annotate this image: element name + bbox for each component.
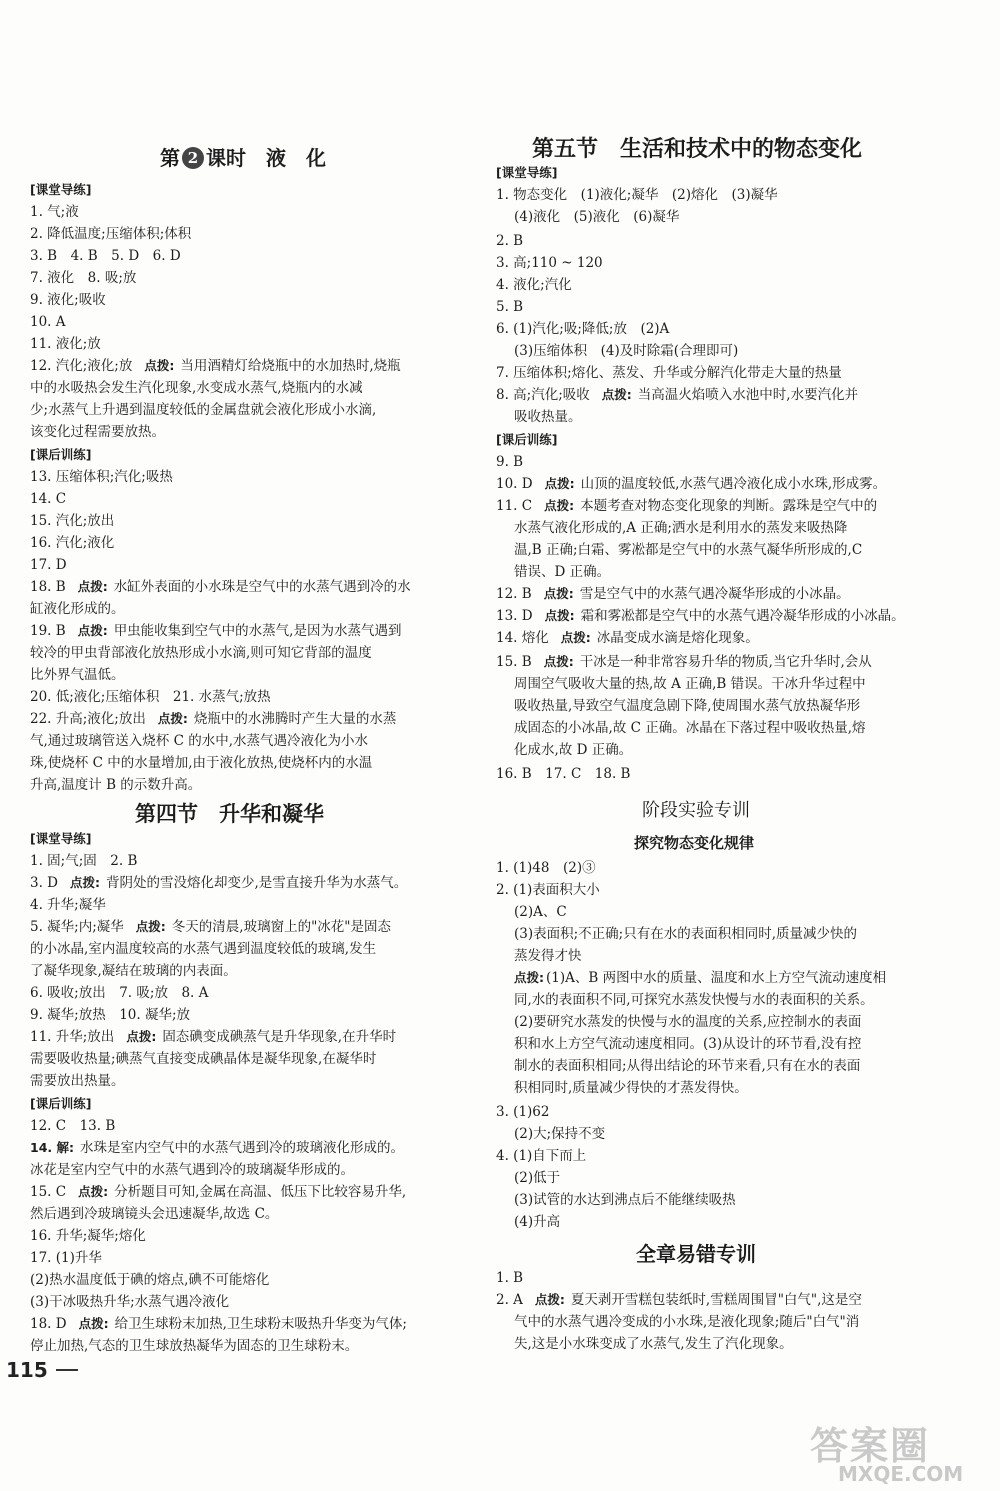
answer-line: 1. B [496, 1270, 524, 1286]
answer-line: (2)热水温度低于碘的熔点,碘不可能熔化 [30, 1272, 270, 1288]
tip-text: 山顶的温度较低,水蒸气遇冷液化成小水珠,形成雾。 [580, 476, 887, 492]
answer-line [496, 606, 905, 626]
tip-label: 点拨: [157, 711, 188, 726]
answer-line: 20. 低;液化;压缩体积 21. 水蒸气;放热 [30, 689, 271, 705]
tip-label: 点拨: [534, 1292, 565, 1307]
answer-line [496, 584, 850, 604]
answer-line: 的小冰晶,室内温度较高的水蒸气遇到温度较低的玻璃,发生 [30, 941, 377, 957]
answer-line: 制水的表面积相同;从得出结论的环节来看,只有在水的表面 [514, 1058, 861, 1074]
tip-label: 点拨: [543, 586, 574, 601]
answer-text: 5. 凝华;内;凝华 [30, 919, 124, 935]
answer-line [30, 1138, 404, 1158]
answer-text: 8. 高;汽化;吸收 [496, 387, 590, 403]
answer-line: 中的水吸热会发生汽化现象,水变成水蒸气,烧瓶内的水减 [30, 380, 363, 396]
title-suffix: 课时 液 化 [206, 146, 326, 170]
lesson-number-badge: 2 [182, 147, 204, 169]
answer-line: 9. B [496, 454, 524, 470]
answer-line: 4. 升华;凝华 [30, 897, 106, 913]
answer-line: (4)液化 (5)液化 (6)凝华 [514, 209, 680, 225]
answer-text: 13. D [496, 608, 533, 624]
solution-label: 14. 解: [30, 1140, 74, 1155]
answer-line [30, 709, 396, 729]
section-heading: [ 课后训练 ] [496, 431, 557, 449]
tip-label: 点拨: [70, 875, 100, 890]
tip-text: 本题考查对物态变化现象的判断。露珠是空气中的 [580, 498, 878, 514]
answer-line: 3. (1)62 [496, 1104, 550, 1120]
answer-text: 3. D [30, 875, 58, 891]
answer-line: 16. 汽化;液化 [30, 535, 115, 551]
answer-line [30, 1027, 396, 1047]
answer-line: 11. 液化;放 [30, 336, 101, 352]
answer-line: 气中的水蒸气遇冷变成的小水珠,是液化现象;随后"白气"消 [514, 1314, 860, 1330]
answer-line: (3)表面积;不正确;只有在水的表面积相同时,质量减少快的 [514, 926, 858, 942]
answer-line: 7. 液化 8. 吸;放 [30, 270, 137, 286]
answer-line: 周围空气吸收大量的热,故 A 正确,B 错误。干冰升华过程中 [514, 676, 866, 692]
section-title-everyday-phase-change: 第五节 生活和技术中的物态变化 [532, 136, 863, 162]
answer-line: (3)压缩体积 (4)及时除霜(合理即可) [514, 343, 739, 359]
answer-text: 15. B [496, 654, 532, 670]
answer-line: 水蒸气液化形成的,A 正确;洒水是利用水的蒸发来吸热降 [514, 520, 848, 536]
answer-line: 需要放出热量。 [30, 1073, 125, 1089]
answer-text: 水珠是室内空气中的水蒸气遇到冷的玻璃液化形成的。 [80, 1140, 404, 1156]
tip-label: 点拨: [543, 654, 574, 669]
tip-label: 点拨: [126, 1029, 157, 1044]
answer-line: 15. 汽化;放出 [30, 513, 115, 529]
answer-line: 该变化过程需要放热。 [30, 424, 165, 440]
tip-label: 点拨: [77, 579, 108, 594]
answer-text: 18. B [30, 579, 66, 595]
tip-label: 点拨: [544, 608, 575, 623]
tip-text: 水缸外表面的小水珠是空气中的水蒸气遇到冷的水 [113, 579, 411, 595]
answer-line: 2. 降低温度;压缩体积;体积 [30, 226, 192, 242]
answer-line: 吸收热量。 [514, 409, 582, 425]
answer-line [30, 577, 411, 597]
tip-text: 冬天的清晨,玻璃窗上的"冰花"是固态 [171, 919, 391, 935]
section-heading: [ 课后训练 ] [30, 446, 91, 464]
answer-text: 12. B [496, 586, 532, 602]
answer-line: 比外界气温低。 [30, 667, 125, 683]
answer-line: 成固态的小冰晶,故 C 正确。冰晶在下落过程中吸收热量,熔 [514, 720, 866, 736]
answer-line: 4. 液化;汽化 [496, 277, 572, 293]
answer-line: 气,通过玻璃管送入烧杯 C 的水中,水蒸气遇冷液化为小水 [30, 733, 368, 749]
tip-label: 点拨: [560, 630, 591, 645]
tip-text: 固态碘变成碘蒸气是升华现象,在升华时 [162, 1029, 397, 1045]
answer-line: 14. C [30, 491, 67, 507]
answer-text: 10. D [496, 476, 533, 492]
tip-text: 雪是空气中的水蒸气遇冷凝华形成的小冰晶。 [579, 586, 850, 602]
answer-line [496, 652, 872, 672]
answer-line: 1. 气;液 [30, 204, 79, 220]
answer-line: 然后遇到冷玻璃镜头会迅速凝华,故选 C。 [30, 1206, 279, 1222]
watermark-url: MXQE.COM [838, 1462, 964, 1486]
answer-line: 13. 压缩体积;汽化;吸热 [30, 469, 173, 485]
answer-line: 1. 物态变化 (1)液化;凝华 (2)熔化 (3)凝华 [496, 187, 778, 203]
tip-text: 当高温火焰喷入水池中时,水要汽化并 [637, 387, 859, 403]
answer-text: 22. 升高;液化;放出 [30, 711, 146, 727]
page-number: 115 [6, 1358, 78, 1382]
stage-experiment-title: 阶段实验专训 [642, 800, 750, 821]
answer-line: 3. 高;110 ~ 120 [496, 255, 603, 271]
answer-line [496, 385, 858, 405]
answer-line: 16. B 17. C 18. B [496, 766, 631, 782]
tip-label: 点拨: [601, 387, 632, 402]
answer-line [30, 1182, 406, 1202]
answer-line: 缸液化形成的。 [30, 601, 125, 617]
answer-text: 19. B [30, 623, 66, 639]
answer-line: 蒸发得才快 [514, 948, 582, 964]
answer-line: (2)要研究水蒸发的快慢与水的温度的关系,应控制水的表面 [514, 1014, 862, 1030]
answer-line: 停止加热,气态的卫生球放热凝华为固态的卫生球粉末。 [30, 1338, 359, 1354]
answer-line: 错误、D 正确。 [514, 564, 611, 580]
tip-label: 点拨: [77, 623, 108, 638]
tip-text: 给卫生球粉末加热,卫生球粉末吸热升华变为气体; [114, 1316, 407, 1332]
answer-line: 9. 凝华;放热 10. 凝华;放 [30, 1007, 191, 1023]
answer-line: 积相同时,质量减少得快的才蒸发得快。 [514, 1080, 748, 1096]
tip-label: 点拨: [135, 919, 166, 934]
tip-text: 甲虫能收集到空气中的水蒸气,是因为水蒸气遇到 [113, 623, 402, 639]
answer-line: (2)大;保持不变 [514, 1126, 606, 1142]
common-mistakes-title: 全章易错专训 [636, 1242, 756, 1266]
answer-text: 12. 汽化;液化;放 [30, 358, 133, 374]
answer-line: 3. B 4. B 5. D 6. D [30, 248, 181, 264]
answer-text: 11. 升华;放出 [30, 1029, 115, 1045]
answer-line: 4. (1)自下而上 [496, 1148, 587, 1164]
answer-line: 5. B [496, 299, 524, 315]
tip-text: 干冰是一种非常容易升华的物质,当它升华时,会从 [579, 654, 872, 670]
answer-line: 化成水,故 D 正确。 [514, 742, 633, 758]
answer-line [30, 356, 401, 376]
tip-text: 霜和雾凇都是空气中的水蒸气遇冷凝华形成的小冰晶。 [580, 608, 905, 624]
answer-line: 吸收热量,导致空气温度急剧下降,使周围水蒸气放热凝华形 [514, 698, 861, 714]
title-prefix: 第 [160, 146, 180, 170]
answer-line: 2. B [496, 233, 524, 249]
tip-label: 点拨: [514, 970, 544, 985]
answer-line [496, 1290, 862, 1310]
answer-line: 1. (1)48 (2)③ [496, 860, 596, 876]
tip-text: 当用酒精灯给烧瓶中的水加热时,烧瓶 [180, 358, 401, 374]
answer-line: 较冷的甲虫背部液化放热形成小水滴,则可知它背部的温度 [30, 645, 372, 661]
answer-line: 升高,温度计 B 的示数升高。 [30, 777, 202, 793]
section-heading: [ 课后训练 ] [30, 1095, 91, 1113]
watermark-logo: 答案圈 [810, 1424, 931, 1468]
answer-line [30, 917, 391, 937]
tip-text: 分析题目可知,金属在高温、低压下比较容易升华, [114, 1184, 407, 1200]
section-title-sublimation: 第四节 升华和凝华 [135, 801, 324, 826]
answer-line [496, 474, 886, 494]
answer-line: 2. (1)表面积大小 [496, 882, 600, 898]
tip-label: 点拨: [544, 498, 575, 513]
answer-line: 失,这是小水珠变成了水蒸气,发生了汽化现象。 [514, 1336, 793, 1352]
section-heading: [ 课堂导练 ] [30, 830, 91, 848]
tip-text: 烧瓶中的水沸腾时产生大量的水蒸 [193, 711, 397, 727]
answer-line: (2)A、C [514, 904, 567, 920]
answer-line: 积和水上方空气流动速度相同。(3)从设计的环节看,没有控 [514, 1036, 862, 1052]
answer-line: 温,B 正确;白霜、雾凇都是空气中的水蒸气凝华所形成的,C [514, 542, 863, 558]
tip-text: (1)A、B 两图中水的质量、温度和水上方空气流动速度相 [546, 970, 887, 986]
answer-line [514, 968, 886, 988]
lesson-title [160, 142, 326, 171]
answer-line: 冰花是室内空气中的水蒸气遇到冷的玻璃凝华形成的。 [30, 1162, 354, 1178]
answer-line: (4)升高 [514, 1214, 561, 1230]
tip-label: 点拨: [144, 358, 175, 373]
answer-text: 15. C [30, 1184, 67, 1200]
answer-line: (3)试管的水达到沸点后不能继续吸热 [514, 1192, 736, 1208]
answer-text: 2. A [496, 1292, 523, 1308]
tip-label: 点拨: [78, 1316, 109, 1331]
answer-line: 12. C 13. B [30, 1118, 116, 1134]
answer-line: 6. 吸收;放出 7. 吸;放 8. A [30, 985, 209, 1001]
experiment-subtitle: 探究物态变化规律 [634, 834, 755, 852]
answer-line: 10. A [30, 314, 66, 330]
answer-line: 17. D [30, 557, 67, 573]
answer-line [496, 628, 759, 648]
answer-line: 1. 固;气;固 2. B [30, 853, 138, 869]
answer-line: 珠,使烧杯 C 中的水量增加,由于液化放热,使烧杯内的水温 [30, 755, 373, 771]
tip-label: 点拨: [544, 476, 575, 491]
answer-line: 需要吸收热量;碘蒸气直接变成碘晶体是凝华现象,在凝华时 [30, 1051, 377, 1067]
tip-label: 点拨: [78, 1184, 109, 1199]
answer-line: 9. 液化;吸收 [30, 292, 106, 308]
section-heading: [ 课堂导练 ] [496, 164, 557, 182]
tip-text: 夏天剥开雪糕包装纸时,雪糕周围冒"白气",这是空 [570, 1292, 862, 1308]
tip-text: 冰晶变成水滴是熔化现象。 [596, 630, 759, 646]
answer-text: 18. D [30, 1316, 67, 1332]
answer-line: (2)低于 [514, 1170, 561, 1186]
answer-line [30, 1314, 407, 1334]
answer-line: 16. 升华;凝华;熔化 [30, 1228, 146, 1244]
answer-text: 14. 熔化 [496, 630, 549, 646]
answer-line [496, 496, 877, 516]
answer-line [30, 621, 401, 641]
answer-line: 同,水的表面积不同,可探究水蒸发快慢与水的表面积的关系。 [514, 992, 874, 1008]
answer-text: 11. C [496, 498, 533, 514]
answer-line: 了凝华现象,凝结在玻璃的内表面。 [30, 963, 237, 979]
answer-line: 少;水蒸气上升遇到温度较低的金属盘就会液化形成小水滴, [30, 402, 377, 418]
answer-line: 7. 压缩体积;熔化、蒸发、升华或分解汽化带走大量的热量 [496, 365, 842, 381]
section-heading: [ 课堂导练 ] [30, 181, 91, 199]
answer-line: 6. (1)汽化;吸;降低;放 (2)A [496, 321, 670, 337]
answer-line: (3)干冰吸热升华;水蒸气遇冷液化 [30, 1294, 230, 1310]
answer-line: 17. (1)升华 [30, 1250, 102, 1266]
answer-line [30, 873, 407, 893]
tip-text: 背阴处的雪没熔化却变少,是雪直接升华为水蒸气。 [106, 875, 408, 891]
